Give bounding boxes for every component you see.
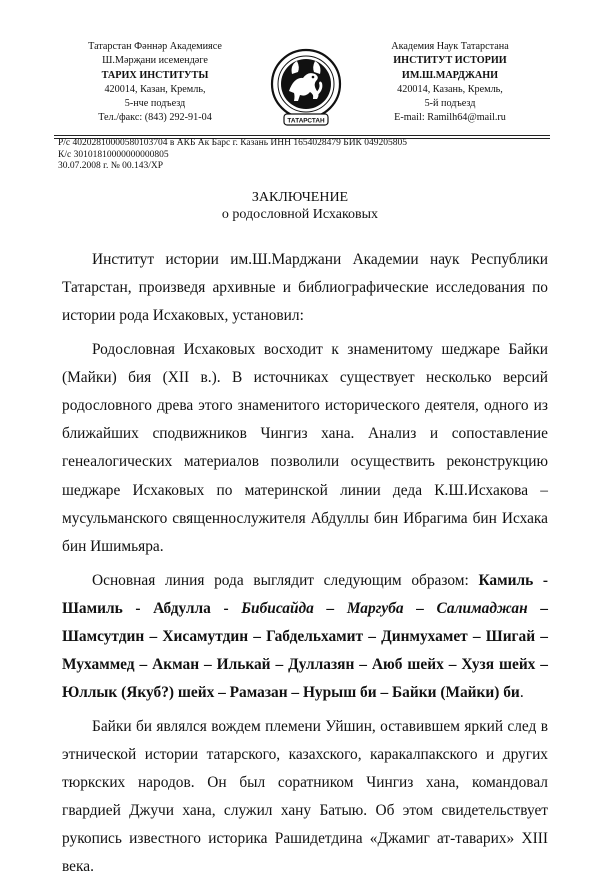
header-right-block	[345, 40, 555, 126]
document-body	[62, 246, 548, 887]
main-line-names-start: Камиль - Шамиль - Абдулла -	[62, 571, 549, 617]
paragraph-genealogy-origin: Родословная Исхаковых восходит к знаменитому шеджаре Байки (Майки) бия (XII в.). В источниках существует несколько версий родословного древа этого знаменитого исторического деятеля, одного из ближайших сподвижников Чингиз хана. Анализ и сопоставление генеалогических материалов позволили осуществить реконструкцию шеджаре Исхаковых по материнской линии деда К.Ш.Исхакова – мусульманского священнослужителя Абдуллы бин Ибрагима бин Исхака бин Ишимьяра.	[62, 341, 548, 555]
paragraph-intro: Институт истории им.Ш.Марджани Академии наук Республики Татарстан, произведя архивные и библиографические исследования по истории рода Исхаковых, установил:	[62, 251, 548, 325]
emblem-label: ТАТАРСТАН	[287, 117, 325, 125]
paragraph-bayki-bi: Байки би являлся вождем племени Уйшин, оставившем яркий след в этнической истории татарского, казахского, каракалпакского и других тюркских народов. Он был соратником Чингиз хана, командовал гвардией Джучи хана, служил хану Батыю. Об этом свидетельствует рукопись известного историка Рашидетдина «Джамиг ат-таварих» XIII века.	[62, 717, 548, 876]
institute-name-russian: ИНСТИТУТ ИСТОРИИ	[393, 55, 507, 67]
header-divider-top	[54, 135, 550, 136]
address-line-tatar: 420014, Казан, Кремль,	[104, 83, 206, 95]
email-line: E-mail: Ramilh64@mail.ru	[394, 112, 506, 124]
academy-name-russian: Академия Наук Татарстана	[391, 41, 509, 52]
tatarstan-coat-of-arms-icon	[270, 47, 342, 129]
institute-subtitle-tatar: Ш.Мәрҗани исемендәге	[102, 55, 208, 67]
entrance-line-russian: 5-й подъезд	[424, 98, 476, 110]
document-title: ЗАКЛЮЧЕНИЕ	[251, 190, 349, 205]
academy-name-tatar: Татарстан Фәннәр Академиясе	[88, 41, 222, 52]
institute-subtitle-russian: ИМ.Ш.МАРДЖАНИ	[401, 69, 499, 81]
bank-requisites	[58, 138, 407, 173]
header-left-block	[50, 40, 260, 126]
paragraph-main-line	[62, 567, 548, 707]
correspondent-account-line: К/с 30101810000000000805	[58, 149, 169, 160]
entrance-line-tatar: 5-нче подъезд	[124, 98, 186, 110]
phone-fax-line: Тел./факс: (843) 292-91-04	[98, 112, 212, 124]
bank-account-line: Р/с 40202810000580103704 в АКБ Ак Барс г. Казань ИНН 1654028479 БИК 049205805	[58, 138, 408, 148]
main-line-names-italic: Бибисайда – Маргуба – Салимаджан	[241, 599, 528, 617]
address-line-russian: 420014, Казань, Кремль,	[397, 83, 503, 95]
main-line-end: .	[519, 684, 524, 701]
main-line-names-rest: – Шамсутдин – Хисамутдин – Габдельхамит – Динмухамет – Шигай – Мухаммед – Акман – Илькай – Дуллазян – Аюб шейх – Хузя шейх – Юллык (Якуб?) шейх – Рамазан – Нурыш би – Байки (Майки) би	[62, 599, 548, 701]
institute-name-tatar: ТАРИХ ИНСТИТУТЫ	[101, 69, 209, 81]
main-line-intro: Основная линия рода выглядит следующим образом:	[92, 571, 479, 589]
date-number-line: 30.07.2008 г. № 00.143/ХР	[58, 161, 164, 172]
document-subtitle: о родословной Исхаковых	[221, 207, 379, 222]
